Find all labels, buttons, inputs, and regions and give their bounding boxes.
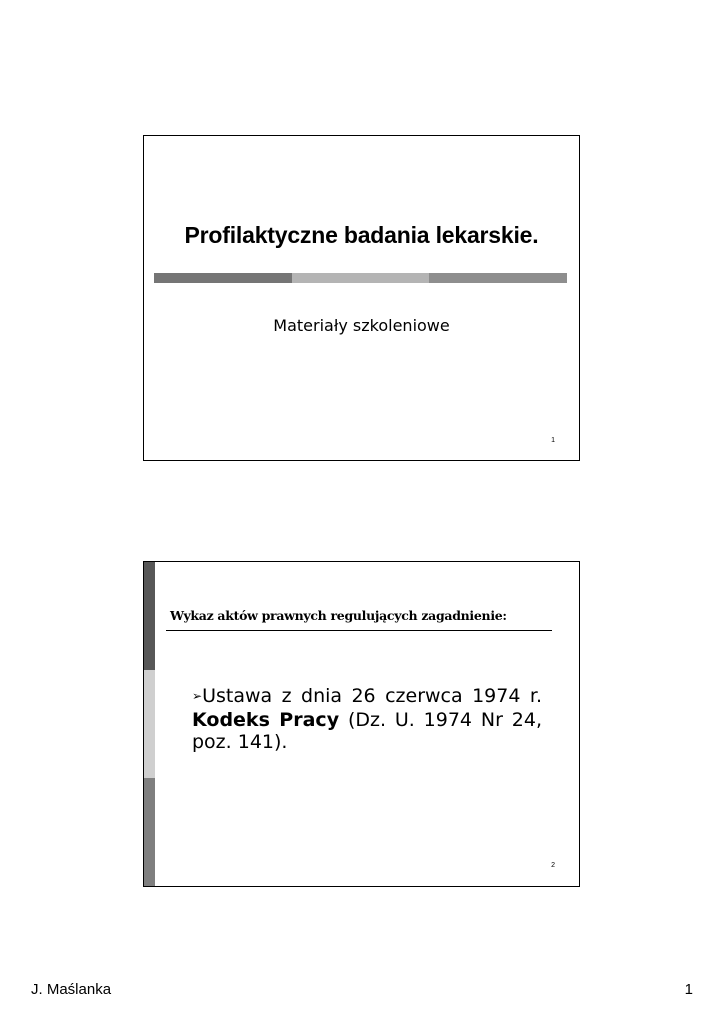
bullet-text-part-1: Ustawa z dnia 26 czerwca 1974 r. <box>202 685 542 707</box>
slide-2 <box>143 561 580 887</box>
slide-subtitle: Materiały szkoleniowe <box>273 316 450 335</box>
bar-segment-light <box>292 273 430 283</box>
sidebar-segment-mid <box>144 778 155 886</box>
sidebar-segment-dark <box>144 562 155 670</box>
arrow-bullet-icon: ➢ <box>192 689 203 703</box>
sidebar-segment-light <box>144 670 155 778</box>
bar-segment-mid <box>429 273 567 283</box>
slide-sidebar-stripe <box>144 562 155 886</box>
slide-1 <box>143 135 580 461</box>
footer-page-number: 1 <box>684 981 693 998</box>
slide-title: Profilaktyczne badania lekarskie. <box>184 222 539 248</box>
bullet-text-part-2: (Dz. U. 1974 Nr 24, poz. 141). <box>192 709 542 753</box>
title-underline-bar <box>154 273 567 283</box>
bullet-item <box>192 685 542 753</box>
footer-author: J. Maślanka <box>31 981 112 998</box>
bar-segment-dark <box>154 273 292 283</box>
bullet-text-bold: Kodeks Pracy <box>192 709 340 731</box>
heading-rule <box>166 630 552 631</box>
slide-number: 1 <box>551 437 555 444</box>
slide-number: 2 <box>551 862 555 869</box>
slide-heading: Wykaz aktów prawnych regulujących zagadnienie: <box>170 608 507 623</box>
